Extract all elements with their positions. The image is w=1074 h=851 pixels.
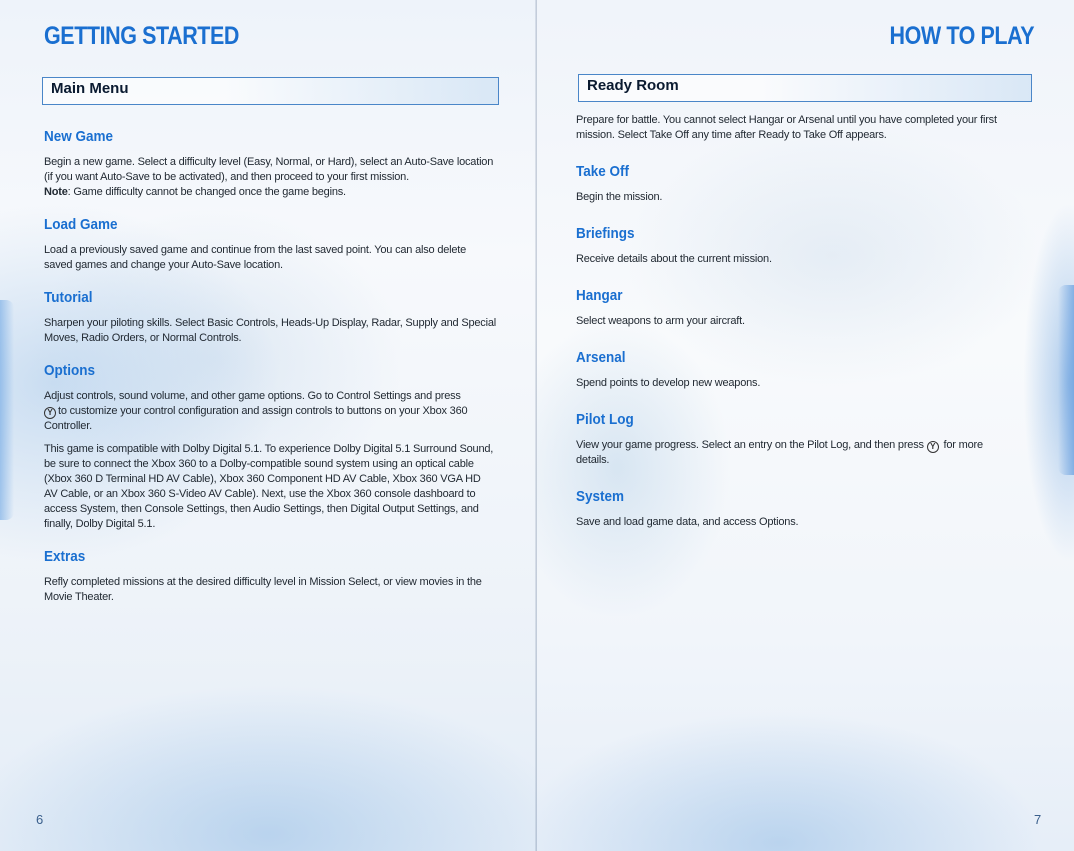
section-new-game [44,128,496,200]
y-button-icon: Y [44,407,56,419]
section-text: Begin the mission. [576,191,663,203]
section-heading: Take Off [576,163,630,180]
section-text: Refly completed missions at the desired difficulty level in Mission Select, or view movies in the Movie Theater. [44,576,482,603]
section-heading: New Game [44,128,114,145]
section-text: Load a previously saved game and continue from the last saved point. You can also delete saved games and change your Auto-Save location. [44,244,467,271]
section-text: Receive details about the current mission. [576,253,772,265]
section-system [576,488,1016,530]
section-text: Begin a new game. Select a difficulty level (Easy, Normal, or Hard), select an Auto-Save location (if you want Auto-Save to be activated), and then proceed to your first mission. Note: Game difficulty cannot be changed once the game begins. [44,156,494,198]
section-options [44,362,496,532]
section-tab-label: Ready Room [587,77,679,94]
section-heading: Tutorial [44,289,93,306]
section-tab-label: Main Menu [51,80,129,97]
intro-text: Prepare for battle. You cannot select Hangar or Arsenal until you have completed your first mission. Select Take Off any time after Ready to Take Off appears. [576,114,997,141]
section-hangar [576,287,1016,329]
section-heading: Arsenal [576,349,626,366]
section-heading: System [576,488,625,505]
section-load-game [44,216,496,273]
section-heading: Extras [44,548,86,565]
section-header-box [578,74,1032,102]
section-text: Adjust controls, sound volume, and other game options. Go to Control Settings and press Y to customize your control configuration and assign controls to buttons on your Xbox 360 Controller. [44,390,468,432]
decorative-side-bar [0,300,14,520]
note-label: Note [44,186,68,198]
section-text: View your game progress. Select an entry on the Pilot Log, and then press Y for more details. [576,439,983,466]
page-title: HOW TO PLAY [889,22,1034,50]
section-heading: Options [44,362,96,379]
section-arsenal [576,349,1016,391]
section-heading: Load Game [44,216,118,233]
decorative-side-bar [1058,285,1074,475]
section-pilot-log [576,411,1016,468]
section-heading: Briefings [576,225,635,242]
right-page [537,0,1074,851]
section-tutorial [44,289,496,346]
y-button-icon: Y [927,441,939,453]
section-take-off [576,163,1016,205]
section-briefings [576,225,1016,267]
section-text: Spend points to develop new weapons. [576,377,761,389]
page-number: 7 [1034,812,1042,827]
page-title: GETTING STARTED [44,22,240,50]
page-number: 6 [36,812,44,827]
left-content [44,128,496,621]
right-content [576,113,1016,546]
section-text: Save and load game data, and access Options. [576,516,799,528]
section-text: Sharpen your piloting skills. Select Basic Controls, Heads-Up Display, Radar, Supply and Special Moves, Radio Orders, or Normal Controls. [44,317,496,344]
section-heading: Pilot Log [576,411,634,428]
section-heading: Hangar [576,287,623,304]
section-header-box [42,77,499,105]
section-text: Select weapons to arm your aircraft. [576,315,745,327]
section-text: This game is compatible with Dolby Digital 5.1. To experience Dolby Digital 5.1 Surround Sound, be sure to connect the Xbox 360 to a Dolby-compatible sound system using an optical cable (Xbox 360 D Terminal HD AV Cable), Xbox 360 Component HD AV Cable, Xbox 360 VGA HD AV Cable, or an Xbox 360 S-Video AV Cable). Next, use the Xbox 360 console dashboard to access System, then Console Settings, then Audio Settings, then Digital Output Settings, and finally, Dolby Digital 5.1. [44,443,494,530]
section-extras [44,548,496,605]
